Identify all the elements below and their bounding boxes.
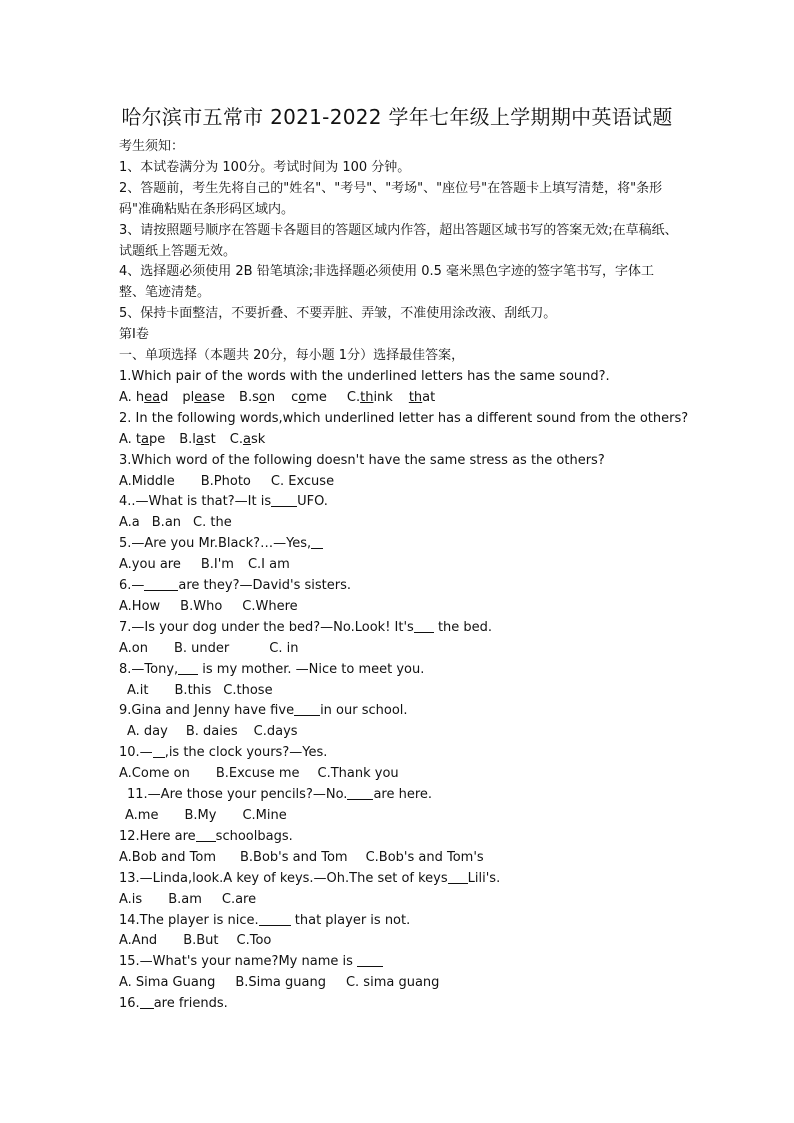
option-c: C.Where bbox=[242, 598, 298, 614]
option-text: d bbox=[160, 389, 169, 405]
underlined-letters: ea bbox=[144, 389, 161, 405]
option-b: B. under bbox=[174, 640, 230, 656]
option-b: B.Who bbox=[180, 598, 223, 614]
option-a: A.is bbox=[119, 891, 143, 907]
question-stem bbox=[119, 743, 679, 764]
underlined-letters: o bbox=[258, 389, 267, 405]
option-c: C.Mine bbox=[242, 808, 287, 823]
note-item: 1、本试卷满分为 100分。考试时间为 100 分钟。 bbox=[119, 159, 411, 175]
question-options bbox=[119, 597, 679, 618]
question-options bbox=[119, 430, 679, 451]
answer-blank bbox=[311, 534, 323, 549]
question-stem bbox=[119, 492, 679, 513]
stem-text: in our school. bbox=[320, 703, 408, 719]
underlined-letters: a bbox=[195, 431, 204, 447]
question-stem bbox=[119, 701, 679, 722]
question-options bbox=[119, 513, 679, 534]
option-c: C. Excuse bbox=[270, 473, 335, 489]
option-c: C. sima guang bbox=[345, 975, 440, 991]
question-stem bbox=[119, 952, 679, 973]
stem-text: ,is the clock yours?—Yes. bbox=[164, 745, 328, 761]
answer-blank bbox=[294, 701, 320, 716]
answer-blank bbox=[347, 785, 373, 800]
question-options bbox=[119, 681, 679, 702]
question-options bbox=[119, 848, 679, 869]
option-b: B.My bbox=[184, 808, 217, 823]
underlined-letters: ea bbox=[194, 389, 211, 405]
stem-text: 6.— bbox=[119, 578, 145, 594]
exam-title: 哈尔滨市五常市 2021-2022 学年七年级上学期期中英语试题 bbox=[121, 105, 673, 129]
answer-blank bbox=[448, 869, 468, 884]
option-text: A. t bbox=[119, 431, 142, 447]
question-options bbox=[119, 931, 679, 952]
answer-blank bbox=[414, 618, 434, 633]
option-a: A. Sima Guang bbox=[119, 975, 216, 991]
stem-text: the bed. bbox=[433, 619, 493, 635]
question-stem bbox=[119, 869, 679, 890]
option-text: me bbox=[306, 389, 327, 405]
note-item: 4、选择题必须使用 2B 铅笔填涂;非选择题必须使用 0.5 毫米黑色字迹的签字笔书写，字体工整、笔迹清楚。 bbox=[119, 264, 655, 301]
answer-blank bbox=[178, 660, 198, 675]
question-options bbox=[119, 890, 679, 911]
option-text: B.s bbox=[239, 389, 259, 405]
question-stem: 2. In the following words,which underlined letter has a different sound from the others? bbox=[119, 410, 689, 426]
option-b: B.an bbox=[151, 515, 182, 531]
question-stem bbox=[119, 576, 679, 597]
stem-text: 14.The player is nice. bbox=[119, 912, 259, 928]
stem-text: are they?—David's sisters. bbox=[178, 578, 352, 594]
option-a: A.Middle bbox=[119, 473, 175, 489]
stem-text: 5.—Are you Mr.Black?…—Yes, bbox=[119, 536, 312, 552]
option-text: n bbox=[266, 389, 276, 405]
option-c: C.are bbox=[221, 891, 257, 907]
answer-blank bbox=[140, 994, 154, 1009]
exam-content bbox=[119, 137, 689, 1015]
option-text: ink bbox=[373, 389, 393, 405]
question-stem bbox=[119, 994, 679, 1015]
stem-text: 13.—Linda,look.A key of keys.—Oh.The set of keys bbox=[119, 870, 448, 886]
question-options bbox=[119, 973, 679, 994]
option-b: B.Sima guang bbox=[235, 975, 326, 991]
option-text: C. bbox=[229, 431, 243, 447]
question-options bbox=[119, 388, 679, 409]
option-c: C.Too bbox=[236, 933, 272, 949]
stem-text: 8.—Tony, bbox=[119, 661, 179, 677]
question-options bbox=[119, 764, 679, 785]
option-c: C. the bbox=[193, 515, 232, 531]
stem-text: are here. bbox=[373, 787, 433, 803]
option-a: A.a bbox=[119, 515, 140, 531]
question-stem: 3.Which word of the following doesn't have the same stress as the others? bbox=[119, 452, 605, 468]
stem-text: 9.Gina and Jenny have five bbox=[119, 703, 295, 719]
underlined-letters: a bbox=[242, 431, 251, 447]
option-c: C. in bbox=[269, 640, 299, 656]
question-stem bbox=[119, 785, 679, 806]
part-label: 第Ⅰ卷 bbox=[119, 327, 149, 343]
question-options bbox=[119, 555, 679, 576]
option-b: B.Bob's and Tom bbox=[240, 849, 348, 865]
note-item: 3、请按照题号顺序在答题卡各题目的答题区域内作答，超出答题区域书写的答案无效;在草稿纸、试题纸上答题无效。 bbox=[119, 222, 678, 259]
option-a: A.Come on bbox=[119, 766, 190, 782]
stem-text: 15.—What's your name?My name is bbox=[119, 954, 357, 970]
question-stem: 1.Which pair of the words with the underlined letters has the same sound?. bbox=[119, 368, 610, 384]
stem-text: Lili's. bbox=[467, 870, 501, 886]
question-stem bbox=[119, 911, 679, 932]
answer-blank bbox=[357, 952, 383, 967]
question-options bbox=[119, 639, 679, 660]
question-stem bbox=[119, 618, 679, 639]
stem-text: 10.— bbox=[119, 745, 153, 761]
underlined-letters: o bbox=[298, 389, 307, 405]
option-c: C.those bbox=[223, 682, 273, 698]
option-c: C.Thank you bbox=[317, 766, 399, 782]
stem-text: schoolbags. bbox=[215, 828, 293, 844]
stem-text: 11.—Are those your pencils?—No. bbox=[127, 787, 348, 803]
question-stem bbox=[119, 827, 679, 848]
option-b: B.Excuse me bbox=[215, 766, 300, 782]
section-title: 一、单项选择（本题共 20分，每小题 1分）选择最佳答案， bbox=[119, 348, 465, 364]
option-a: A. day bbox=[127, 724, 168, 740]
stem-text: 12.Here are bbox=[119, 828, 196, 844]
question-options bbox=[119, 806, 679, 827]
answer-blank bbox=[259, 911, 291, 926]
answer-blank bbox=[271, 492, 297, 507]
option-a: A.Bob and Tom bbox=[119, 849, 216, 865]
option-a: A.And bbox=[119, 933, 158, 949]
option-a: A.me bbox=[125, 808, 159, 823]
option-c: C.days bbox=[253, 724, 298, 740]
underlined-letters: a bbox=[141, 431, 149, 447]
question-stem bbox=[119, 660, 679, 681]
stem-text: is my mother. —Nice to meet you. bbox=[198, 661, 425, 677]
option-b: B.I'm bbox=[200, 557, 234, 573]
underlined-letters: th bbox=[408, 389, 423, 405]
stem-text: UFO. bbox=[297, 494, 328, 510]
option-text: at bbox=[422, 389, 436, 405]
option-text: se bbox=[210, 389, 226, 405]
option-c: C.Bob's and Tom's bbox=[365, 849, 484, 865]
option-text: sk bbox=[250, 431, 266, 447]
option-text: A. h bbox=[119, 389, 145, 405]
question-options bbox=[119, 722, 679, 743]
option-text: B.l bbox=[179, 431, 196, 447]
option-a: A.on bbox=[119, 640, 148, 656]
note-item: 2、答题前，考生先将自己的"姓名"、"考号"、"考场"、"座位号"在答题卡上填写清楚，将"条形码"准确粘贴在条形码区域内。 bbox=[119, 180, 663, 217]
notes-heading: 考生须知： bbox=[119, 139, 185, 154]
note-item: 5、保持卡面整洁，不要折叠、不要弄脏、弄皱，不准使用涂改液、刮纸刀。 bbox=[119, 306, 557, 322]
option-b: B.am bbox=[168, 891, 202, 907]
question-stem bbox=[119, 534, 679, 555]
option-text: c bbox=[291, 389, 299, 405]
underlined-letters: th bbox=[360, 389, 374, 405]
stem-text: are friends. bbox=[153, 996, 228, 1012]
option-b: B.But bbox=[183, 933, 219, 949]
question-options bbox=[119, 472, 679, 493]
stem-text: 16. bbox=[119, 996, 140, 1012]
option-text: pl bbox=[182, 389, 195, 405]
stem-text: 4..—What is that?—It is bbox=[119, 494, 272, 510]
option-a: A.it bbox=[127, 682, 149, 698]
answer-blank bbox=[153, 743, 165, 758]
option-b: B. daies bbox=[185, 724, 238, 740]
answer-blank bbox=[196, 827, 216, 842]
option-a: A.you are bbox=[119, 557, 181, 573]
option-b: B.Photo bbox=[200, 473, 251, 489]
option-text: C. bbox=[346, 389, 361, 405]
stem-text: 7.—Is your dog under the bed?—No.Look! It's bbox=[119, 619, 414, 635]
option-a: A.How bbox=[119, 598, 161, 614]
stem-text: that player is not. bbox=[290, 912, 411, 928]
option-text: st bbox=[203, 431, 216, 447]
answer-blank bbox=[144, 576, 178, 591]
option-text: pe bbox=[149, 431, 166, 447]
option-b: B.this bbox=[174, 682, 212, 698]
option-c: C.I am bbox=[247, 557, 290, 573]
